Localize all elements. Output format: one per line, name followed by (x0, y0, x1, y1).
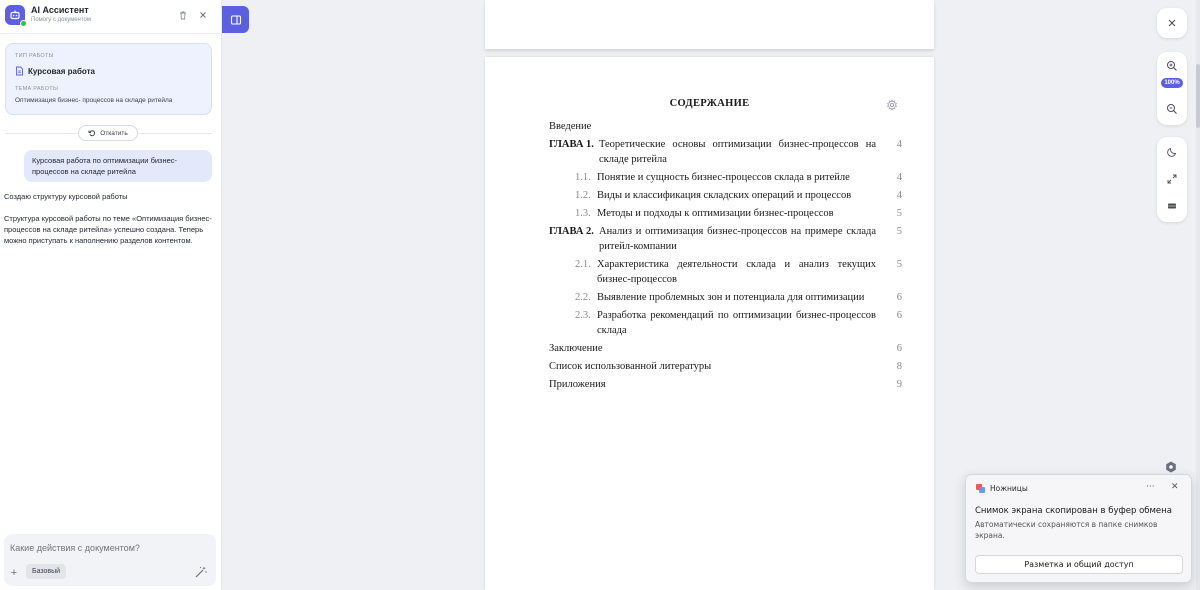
toc-entry-text: Выявление проблемных зон и потенциала для оптимизации (597, 292, 865, 303)
assistant-message: Структура курсовой работы по теме «Оптимизация бизнес-процессов на складе ритейла» успешно создана. Теперь можно приступать к наполнению разделов контентом. (4, 214, 212, 245)
toc-page-number: 6 (896, 343, 902, 354)
toc-entry-conclusion[interactable] (549, 341, 902, 356)
revert-button[interactable] (78, 125, 138, 141)
gear-icon (886, 99, 898, 111)
editor-settings-button[interactable] (1164, 460, 1178, 474)
zoom-level: 100% (1161, 78, 1183, 88)
toc-chapter-number: ГЛАВА 1. (549, 139, 594, 150)
document-icon (15, 66, 24, 76)
toc-entry-2-1[interactable] (549, 257, 902, 287)
chat-input[interactable] (10, 543, 200, 553)
add-attachment-button[interactable] (8, 567, 20, 579)
user-message: Курсовая работа по оптимизации бизнес-процессов на складе ритейла (24, 150, 212, 182)
assistant-sidebar (0, 0, 222, 590)
mode-selector[interactable]: Базовый (26, 564, 66, 579)
app-title: AI Ассистент (31, 5, 89, 15)
delete-chat-button[interactable] (177, 9, 189, 21)
robot-icon (5, 5, 25, 25)
plus-icon: + (10, 567, 18, 579)
magic-wand-button[interactable] (194, 565, 208, 579)
toc-settings-button[interactable] (886, 98, 898, 110)
work-type (15, 66, 95, 76)
scrollbar-thumb[interactable] (1196, 64, 1200, 128)
gear-icon (1164, 460, 1178, 474)
toc-page-number: 5 (896, 259, 902, 270)
toast-body: Автоматически сохраняются в папке снимков экрана. (975, 520, 1158, 540)
markup-and-share-button[interactable]: Разметка и общий доступ (975, 555, 1183, 574)
toc-entry-text: Виды и классификация складских операций и процессов (597, 190, 852, 201)
page-layout-button[interactable] (1165, 199, 1179, 213)
document-page (485, 57, 934, 590)
toggle-sidebar-button[interactable] (222, 6, 249, 33)
toast-app-name: Ножницы (990, 484, 1028, 493)
toc-page-number: 5 (896, 226, 902, 237)
toc-entry-1-2[interactable] (549, 188, 902, 203)
close-editor-button[interactable] (1165, 16, 1179, 30)
toc-page-number: 6 (896, 292, 902, 303)
toc-section-number: 2.2. (575, 292, 591, 303)
toc-section-number: 1.2. (575, 190, 591, 201)
close-icon (1166, 17, 1178, 29)
close-icon (198, 10, 208, 20)
app-subtitle: Помогу с документом (31, 17, 92, 23)
panel-icon (230, 14, 242, 26)
toc-page-number: 4 (896, 190, 902, 201)
view-controls (1157, 137, 1187, 222)
fullscreen-button[interactable] (1165, 172, 1179, 186)
toc-entry-2-2[interactable] (549, 290, 902, 305)
work-topic-label: ТЕМА РАБОТЫ (15, 86, 59, 92)
expand-icon (1166, 173, 1178, 185)
work-info-card (5, 43, 212, 115)
toast-headline: Снимок экрана скопирован в буфер обмена (975, 506, 1172, 516)
toc-title: СОДЕРЖАНИЕ (669, 98, 750, 109)
online-status-dot (20, 20, 27, 27)
toc-page-number: 8 (896, 361, 902, 372)
toc-entry-references[interactable] (549, 359, 902, 374)
toc-entry-text: Разработка рекомендаций по оптимизации бизнес-процессов склада (597, 310, 876, 336)
toc-page-number: 5 (896, 208, 902, 219)
zoom-out-icon (1166, 103, 1178, 115)
sidebar-header (0, 0, 222, 34)
toc-entry-text: Введение (549, 121, 592, 132)
toc-page-number: 4 (896, 139, 902, 150)
snipping-tool-icon (975, 483, 986, 494)
assistant-status: Создаю структуру курсовой работы (4, 192, 128, 201)
trash-icon (178, 10, 188, 20)
page-layout-icon (1166, 200, 1178, 212)
work-topic-value: Оптимизация бизнес- процессов на складе ритейла (15, 97, 173, 104)
close-editor-card (1157, 8, 1187, 38)
toc-entry-text: Приложения (549, 379, 606, 390)
toc-entry-chapter-1[interactable] (549, 137, 902, 167)
work-type-label: ТИП РАБОТЫ (15, 53, 54, 59)
toc-entry-text: Характеристика деятельности склада и анализ текущих бизнес-процессов (597, 259, 876, 285)
dark-mode-button[interactable] (1165, 145, 1179, 159)
toast-more-button[interactable]: ··· (1146, 482, 1155, 492)
zoom-out-button[interactable] (1165, 102, 1179, 116)
moon-icon (1166, 146, 1178, 158)
toc-entry-1-3[interactable] (549, 206, 902, 221)
toc-page-number: 4 (896, 172, 902, 183)
zoom-in-button[interactable] (1165, 59, 1179, 73)
toc-section-number: 1.1. (575, 172, 591, 183)
toc-section-number: 2.3. (575, 310, 591, 321)
toc-page-number: 9 (896, 379, 902, 390)
revert-label: Откатить (100, 129, 128, 137)
toc-entry-text: Теоретические основы оптимизации бизнес-процессов на складе ритейла (599, 139, 876, 165)
toc-entry-text: Анализ и оптимизация бизнес-процессов на примере склада ритейл-компании (599, 226, 876, 252)
toc-page-number: 6 (896, 310, 902, 321)
toc-entry-text: Список использованной литературы (549, 361, 712, 372)
undo-icon (88, 129, 96, 137)
close-sidebar-button[interactable] (197, 9, 209, 21)
toc-entry-chapter-2[interactable] (549, 224, 902, 254)
zoom-in-icon (1166, 60, 1178, 72)
toast-close-button[interactable]: ✕ (1171, 482, 1179, 492)
zoom-controls (1157, 52, 1187, 125)
toc-entry-2-3[interactable] (549, 308, 902, 338)
toc-chapter-number: ГЛАВА 2. (549, 226, 594, 237)
magic-wand-icon (194, 565, 208, 579)
table-of-contents (549, 119, 902, 395)
toc-entry-text: Понятие и сущность бизнес-процессов склада в ритейле (597, 172, 850, 183)
toc-section-number: 2.1. (575, 259, 591, 270)
toc-entry-1-1[interactable] (549, 170, 902, 185)
work-type-value: Курсовая работа (28, 66, 95, 76)
toc-section-number: 1.3. (575, 208, 591, 219)
notification-toast (965, 474, 1192, 583)
toc-entry-text: Заключение (549, 343, 603, 354)
toc-entry-appendix[interactable] (549, 377, 902, 392)
chat-input-box (4, 534, 216, 586)
toc-entry-intro[interactable] (549, 119, 902, 134)
toc-entry-text: Методы и подходы к оптимизации бизнес-процессов (597, 208, 834, 219)
previous-page (485, 0, 934, 49)
